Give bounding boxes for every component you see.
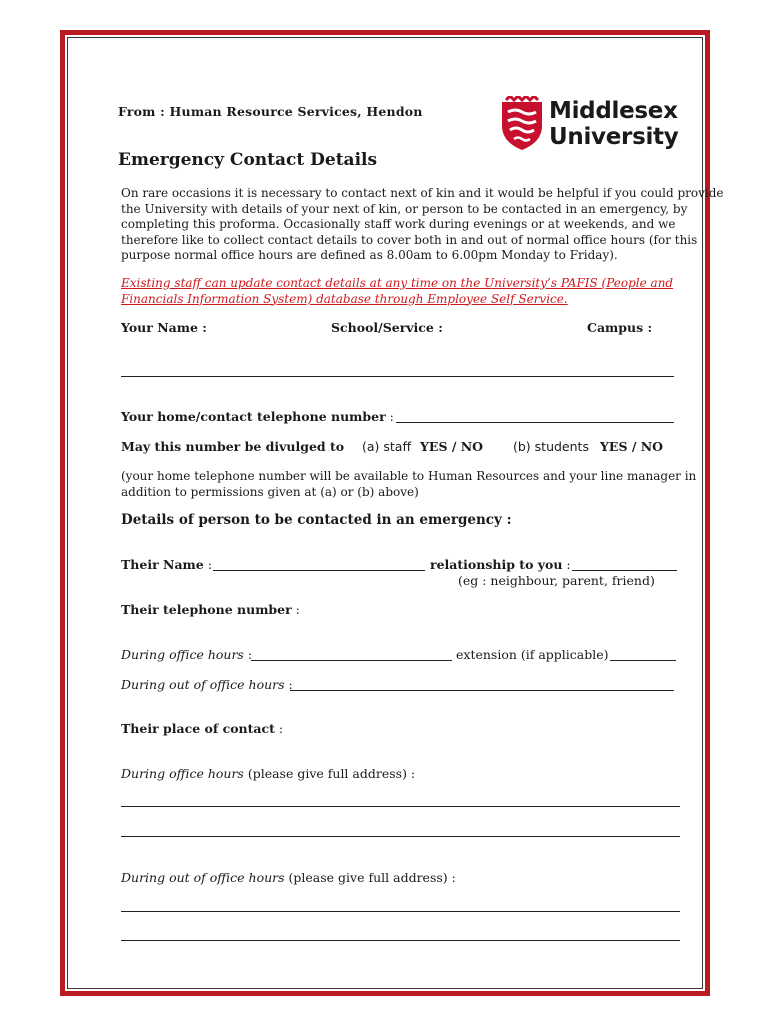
emergency-heading: Details of person to be contacted in an emergency : (121, 512, 512, 528)
extension-label: extension (if applicable) (456, 647, 609, 662)
office-phone-input-line[interactable] (251, 660, 452, 661)
office-hours-row (121, 647, 252, 662)
intro-line: the University with details of your next of kin, or person to be contacted in an emergency, by (121, 201, 688, 216)
phone-note-line2: addition to permissions given at (a) or (b) above) (121, 485, 419, 499)
staff-yes-no[interactable]: YES / NO (420, 439, 484, 454)
office-address-label: During office hours (121, 766, 244, 781)
intro-line: purpose normal office hours are defined as 8.00am to 6.00pm Monday to Friday). (121, 248, 618, 262)
relationship-row (430, 557, 571, 572)
office-hours-colon: : (243, 647, 253, 662)
office-address-line-2[interactable] (121, 836, 680, 837)
notice-line[interactable]: Existing staff can update contact details at any time on the University’s PAFIS (People and (121, 276, 674, 290)
intro-line: therefore like to collect contact details to cover both in and out of normal office hours (for this (121, 232, 698, 247)
their-phone-label: Their telephone number (121, 602, 292, 617)
staff-option-label: (a) staff (362, 439, 412, 454)
out-of-office-row (121, 677, 293, 692)
university-logo (500, 96, 679, 154)
office-address-row (121, 766, 415, 781)
out-address-row (121, 870, 456, 885)
their-name-label: Their Name (121, 557, 204, 572)
intro-line: completing this proforma. Occasionally staff work during evenings or at weekends, and we (121, 217, 676, 231)
their-name-row (121, 557, 212, 572)
your-name-label: Your Name : (121, 320, 207, 335)
logo-text-line1: Middlesex (549, 98, 678, 124)
intro-paragraph (121, 186, 724, 264)
shield-crest-icon (500, 96, 544, 152)
out-address-line-1[interactable] (121, 911, 680, 912)
from-line: From : Human Resource Services, Hendon (118, 104, 423, 119)
phone-note-line1: (your home telephone number will be available to Human Resources and your line manager in (121, 469, 697, 483)
students-option-label: (b) students (513, 439, 589, 454)
out-of-office-label: During out of office hours (121, 677, 285, 692)
home-phone-input-line[interactable] (396, 422, 674, 423)
pafis-notice[interactable] (121, 276, 673, 307)
out-of-office-phone-input-line[interactable] (290, 690, 674, 691)
office-address-line-1[interactable] (121, 806, 680, 807)
logo-text-line2: University (549, 124, 679, 150)
campus-label: Campus : (587, 320, 653, 335)
their-name-colon: : (203, 557, 212, 572)
out-of-office-colon: : (284, 677, 293, 692)
your-details-line[interactable] (121, 376, 674, 377)
office-hours-label: During office hours (121, 647, 244, 662)
home-phone-label: Your home/contact telephone number (121, 409, 386, 424)
home-phone-colon: : (385, 409, 394, 424)
out-address-hint: (please give full address) : (284, 870, 456, 885)
notice-line[interactable]: Financials Information System) database through Employee Self Service. (121, 291, 568, 306)
students-yes-no[interactable]: YES / NO (600, 439, 664, 454)
home-phone-row (121, 409, 394, 424)
school-service-label: School/Service : (331, 320, 443, 335)
relationship-colon: : (562, 557, 571, 572)
out-address-line-2[interactable] (121, 940, 680, 941)
office-address-hint: (please give full address) : (243, 766, 416, 781)
out-address-label: During out of office hours (121, 870, 285, 885)
their-phone-colon: : (291, 602, 300, 617)
their-phone-row (121, 602, 300, 617)
extension-input-line[interactable] (610, 660, 676, 661)
divulge-label: May this number be divulged to (121, 439, 345, 454)
intro-line: On rare occasions it is necessary to contact next of kin and it would be helpful if you could provide (121, 186, 724, 200)
place-colon: : (274, 721, 284, 736)
relationship-input-line[interactable] (572, 570, 677, 571)
place-label: Their place of contact (121, 721, 275, 736)
place-row (121, 721, 283, 736)
relationship-example: (eg : neighbour, parent, friend) (458, 573, 655, 588)
relationship-label: relationship to you (430, 557, 563, 572)
page-title: Emergency Contact Details (118, 150, 378, 170)
their-name-input-line[interactable] (213, 570, 425, 571)
